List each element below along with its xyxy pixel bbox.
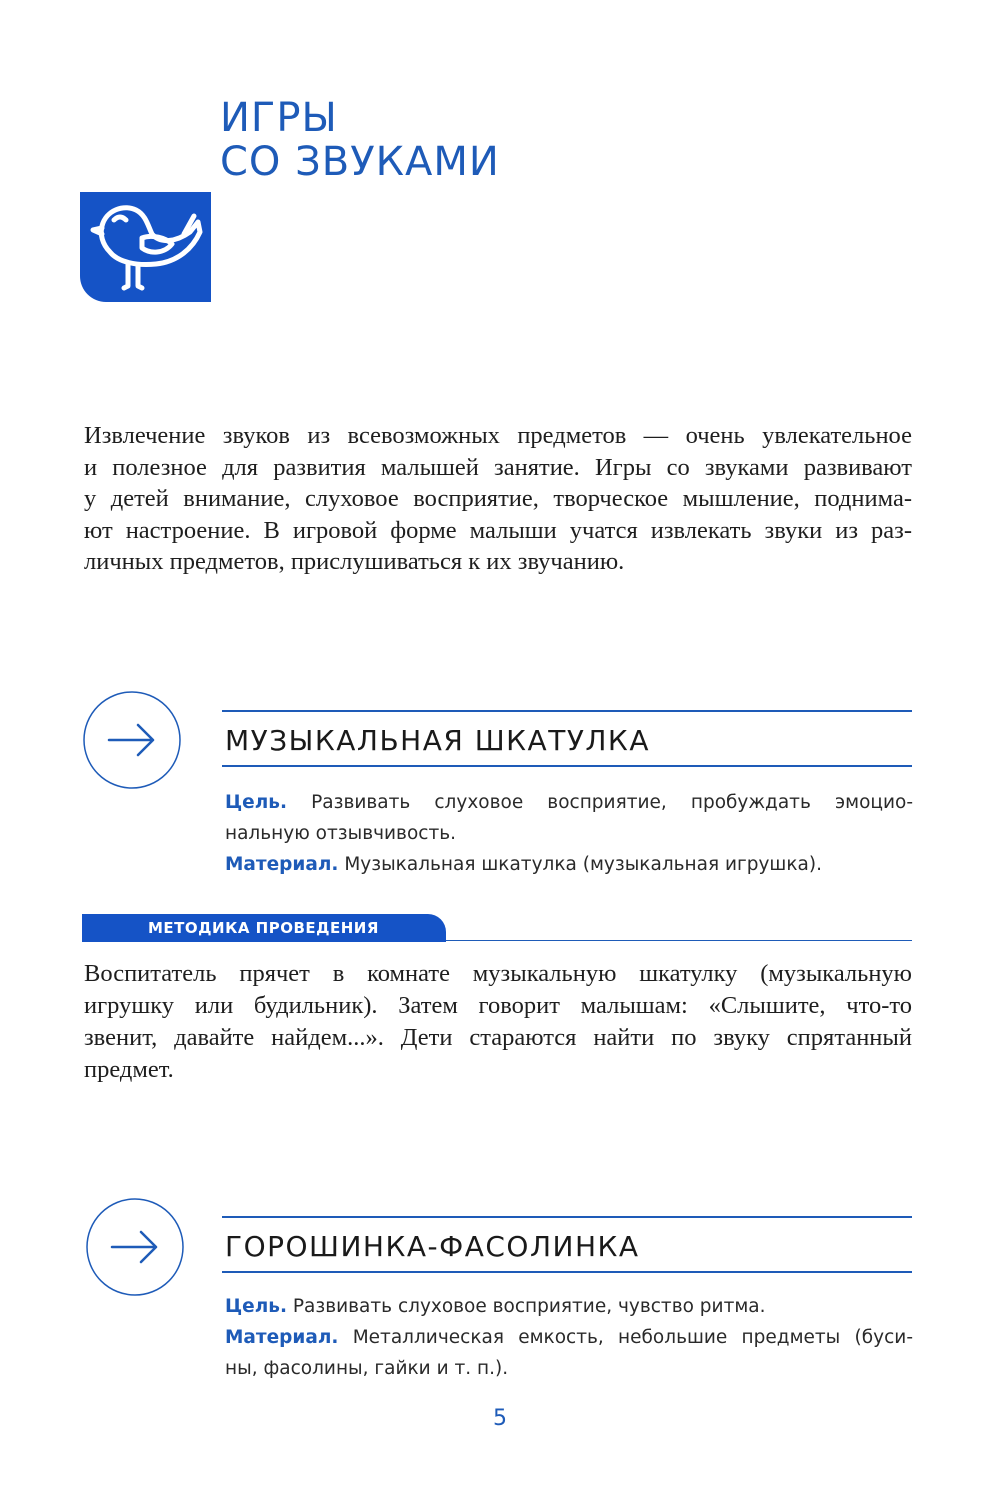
goal-text: Развивать слуховое восприятие, пробуждать эмоцио- <box>311 792 913 813</box>
intro-line: ют настроение. В игровой форме малыши учатся извлекать звуки из раз- <box>84 516 912 544</box>
method-line: игрушку или будильник). Затем говорит малышам: «Слышите, что-то <box>84 992 912 1019</box>
method-line: предмет. <box>84 1056 174 1083</box>
goal-text-cont: нальную отзывчивость. <box>225 823 457 844</box>
intro-line: и полезное для развития малышей занятие. Игры со звуками развивают <box>84 453 912 481</box>
game-title: ГОРОШИНКА-ФАСОЛИНКА <box>225 1230 640 1263</box>
method-rule <box>446 940 912 941</box>
intro-paragraph <box>84 420 912 578</box>
bird-icon <box>80 192 211 302</box>
material-text-cont: ны, фасолины, гайки и т. п.). <box>225 1358 509 1379</box>
material-label: Материал. <box>225 1327 339 1348</box>
chapter-icon-tile <box>80 192 211 302</box>
arrow-right-icon <box>85 1197 185 1297</box>
material-text: Металлическая емкость, небольшие предметы (буси- <box>352 1327 913 1348</box>
method-line: Воспитатель прячет в комнате музыкальную шкатулку (музыкальную <box>84 960 912 987</box>
chapter-title <box>220 96 500 184</box>
method-paragraph <box>84 958 912 1086</box>
method-label: МЕТОДИКА ПРОВЕДЕНИЯ <box>148 919 379 937</box>
title-rule-bottom <box>222 1271 912 1273</box>
page-number: 5 <box>493 1406 507 1431</box>
intro-line: у детей внимание, слуховое восприятие, творческое мышление, поднима- <box>84 485 912 512</box>
title-rule-top <box>222 710 912 712</box>
chapter-title-line-2: СО ЗВУКАМИ <box>220 139 500 185</box>
goal-label: Цель. <box>225 792 287 813</box>
title-rule-bottom <box>222 765 912 767</box>
material-label: Материал. <box>225 854 339 875</box>
intro-line: личных предметов, прислушиваться к их звучанию. <box>84 548 625 575</box>
intro-line: Извлечение звуков из всевозможных предметов — очень увлекательное <box>84 422 912 449</box>
goal-label: Цель. <box>225 1296 287 1317</box>
game-title: МУЗЫКАЛЬНАЯ ШКАТУЛКА <box>225 724 650 757</box>
method-line: звенит, давайте найдем...». Дети стараются найти по звуку спрятанный <box>84 1024 912 1051</box>
arrow-right-icon <box>82 690 182 790</box>
game-info <box>225 787 913 880</box>
chapter-title-line-1: ИГРЫ <box>220 95 338 141</box>
game-info <box>225 1291 913 1384</box>
material-text: Музыкальная шкатулка (музыкальная игрушка). <box>344 854 822 875</box>
goal-text: Развивать слуховое восприятие, чувство ритма. <box>292 1296 766 1317</box>
method-tab <box>82 914 446 942</box>
title-rule-top <box>222 1216 912 1218</box>
